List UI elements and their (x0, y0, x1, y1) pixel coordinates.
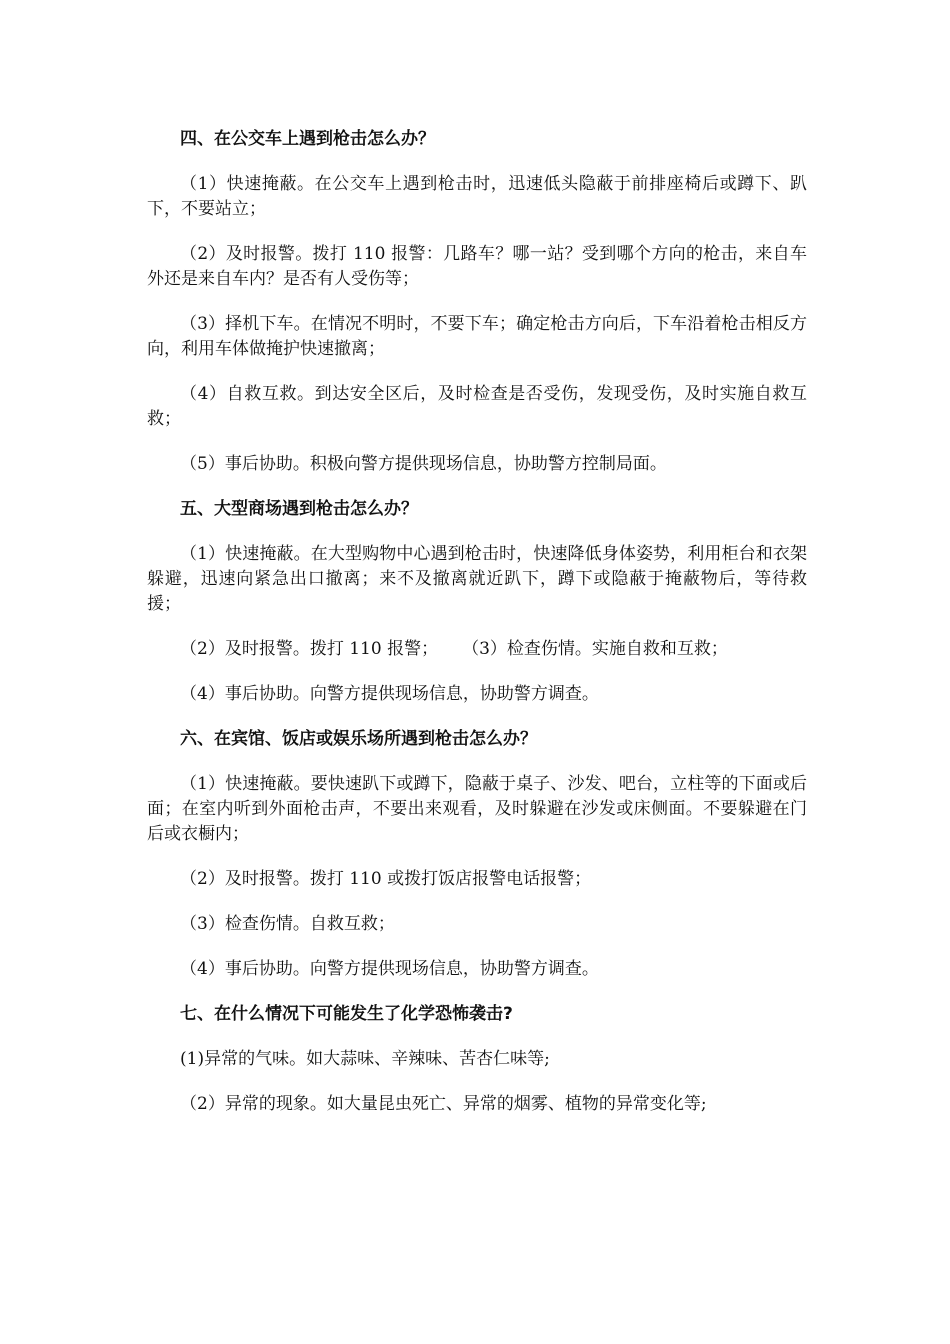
list-item: （3）检查伤情。自救互救； (180, 914, 395, 934)
list-item: （2）及时报警。拨打 110 报警； (180, 639, 439, 659)
document-page (147, 127, 807, 1137)
list-item: （4）事后协助。向警方提供现场信息，协助警方调查。 (180, 684, 599, 704)
list-item: （4）事后协助。向警方提供现场信息，协助警方调查。 (180, 959, 599, 979)
list-item-combined (147, 637, 807, 662)
list-item: （1）快速掩蔽。要快速趴下或蹲下，隐蔽于桌子、沙发、吧台，立柱等的下面或后面；在室内听到外面枪击声，不要出来观看，及时躲避在沙发或床侧面。不要躲避在门后或衣橱内； (147, 774, 807, 844)
list-item: （4）自救互救。到达安全区后，及时检查是否受伤，发现受伤，及时实施自救互救； (147, 384, 807, 429)
section-heading: 四、在公交车上遇到枪击怎么办？ (180, 129, 435, 149)
list-item: （3）择机下车。在情况不明时，不要下车；确定枪击方向后，下车沿着枪击相反方向，利用车体做掩护快速撤离； (147, 314, 807, 359)
section-heading: 六、在宾馆、饭店或娱乐场所遇到枪击怎么办？ (180, 729, 537, 749)
list-item: （3）检查伤情。实施自救和互救； (462, 639, 728, 659)
list-item: （5）事后协助。积极向警方提供现场信息，协助警方控制局面。 (180, 454, 667, 474)
list-item: （2）及时报警。拨打 110 或拨打饭店报警电话报警； (180, 869, 592, 889)
list-item: （2）异常的现象。如大量昆虫死亡、异常的烟雾、植物的异常变化等; (180, 1094, 707, 1114)
list-item: (1)异常的气味。如大蒜味、辛辣味、苦杏仁味等; (180, 1049, 550, 1069)
list-item: （2）及时报警。拨打 110 报警：几路车？哪一站？受到哪个方向的枪击，来自车外还是来自车内？是否有人受伤等； (147, 244, 807, 289)
section-heading: 七、在什么情况下可能发生了化学恐怖袭击? (180, 1004, 513, 1024)
section-heading: 五、大型商场遇到枪击怎么办？ (180, 499, 418, 519)
list-item: （1）快速掩蔽。在大型购物中心遇到枪击时，快速降低身体姿势，利用柜台和衣架躲避，迅速向紧急出口撤离；来不及撤离就近趴下，蹲下或隐蔽于掩蔽物后，等待救援； (147, 544, 807, 614)
list-item: （1）快速掩蔽。在公交车上遇到枪击时，迅速低头隐蔽于前排座椅后或蹲下、趴下，不要站立； (147, 174, 807, 219)
